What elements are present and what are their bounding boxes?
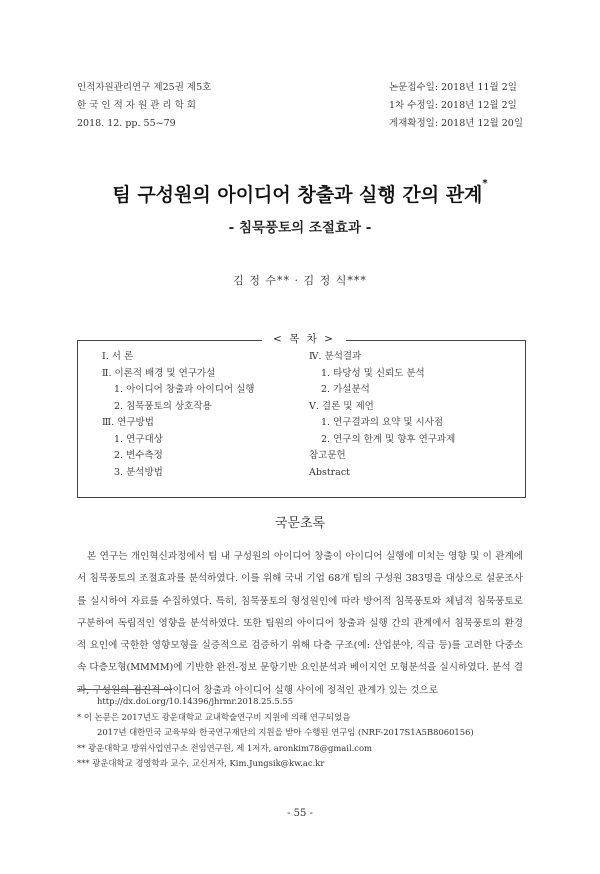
revised-date: 1차 수정일: 2018년 12월 2일	[388, 100, 517, 111]
toc-item: 2. 가설분석	[321, 384, 370, 395]
abstract-paragraph: 본 연구는 개인혁신과정에서 팀 내 구성원의 아이디어 창출이 아이디어 실행에 미치는 영향 및 이 관계에서 침묵풍토의 조절효과를 분석하였다. 이를 위해 국내 기업 68개 팀의 구성원 383명을 대상으로 설문조사를 실시하여 자료를 수집하였다. 특히, 침묵풍토의 형성원인에 따라 방어적 침묵풍토와 체념적 침묵풍토로 구분하여 독립적인 영향을 분석하였다. 또한 팀원의 아이디어 창출과 실행 간의 관계에서 침묵풍토의 환경적 요인에 국한한 영향모형을 실증적으로 검증하기 위해 다층 구조(예: 산업분야, 직급 등)를 고려한 다중소속 다층모형(MMMM)에 기반한 완전-정보 문항기반 요인분석과 베이지언 모형분석을 실시하였다. 분석 결과, 구성원의 점진적 아이디어 창출과 아이디어 실행 사이에 정적인 관계가 있는 것으로	[77, 551, 523, 696]
toc-item: Ⅴ. 결론 및 제언	[309, 400, 374, 412]
review-dates	[389, 79, 523, 133]
journal-info	[77, 79, 211, 133]
title-text: 팀 구성원의 아이디어 창출과 실행 간의 관계	[112, 184, 483, 206]
toc-left-column	[102, 349, 254, 481]
toc-item: 2. 연구의 한계 및 향후 연구과제	[321, 433, 456, 445]
paper-subtitle: - 침묵풍토의 조절효과 -	[228, 220, 372, 236]
toc-item: Ⅳ. 분석결과	[309, 351, 362, 362]
table-of-contents	[77, 340, 526, 498]
toc-item: 1. 아이디어 창출과 아이디어 실행	[114, 384, 255, 395]
toc-item: 1. 연구결과의 요약 및 시사점	[321, 417, 444, 428]
paper-title	[0, 180, 600, 207]
journal-issue: 2018. 12. pp. 55~79	[77, 118, 176, 129]
abstract-body	[77, 546, 523, 702]
doi-link[interactable]: http://dx.doi.org/10.14396/jhrmr.2018.25.5.55	[97, 696, 294, 706]
footnote-divider	[77, 689, 172, 690]
abstract-heading: 국문초록	[274, 516, 326, 531]
footnote-first-author: ** 광운대학교 방위사업연구소 전임연구원, 제 1저자, aronkim78@gmail.com	[77, 742, 372, 753]
toc-item: 1. 타당성 및 신뢰도 분석	[321, 367, 425, 379]
toc-item: 2. 침묵풍토의 상호작용	[114, 400, 212, 412]
toc-right-column	[309, 349, 455, 481]
toc-header: < 목 차 >	[262, 331, 346, 346]
journal-name: 인적자원관리연구 제25권 제5호	[77, 82, 212, 93]
page-number: - 55 -	[287, 808, 313, 819]
toc-item: 참고문헌	[309, 450, 346, 461]
toc-item: Ⅱ. 이론적 배경 및 연구가설	[102, 367, 216, 379]
toc-item: Ⅲ. 연구방법	[102, 417, 154, 428]
toc-item: Ⅰ. 서 론	[102, 351, 134, 362]
footnote-corresponding-author: *** 광운대학교 경영학과 교수, 교신저자, Kim.Jungsik@kw.ac.kr	[77, 758, 325, 769]
toc-item: 1. 연구대상	[114, 433, 163, 445]
journal-society: 한 국 인 적 자 원 관 리 학 회	[77, 100, 196, 111]
toc-item: 3. 분석방법	[114, 466, 163, 478]
footnotes	[77, 694, 474, 772]
toc-item: 2. 변수측정	[114, 450, 163, 461]
authors: 김 정 수** · 김 정 식***	[233, 274, 367, 287]
toc-item: Abstract	[309, 466, 350, 478]
accepted-date: 게재확정일: 2018년 12월 20일	[388, 118, 523, 129]
received-date: 논문접수일: 2018년 11월 2일	[388, 82, 517, 93]
footnote-funding: * 이 논문은 2017년도 광운대학교 교내학술연구비 지원에 의해 연구되었음	[77, 711, 351, 722]
footnote-funding-nrf: 2017년 대한민국 교육부와 한국연구재단의 지원을 받아 수행된 연구임 (NRF-2017S1A5B8060156)	[97, 727, 474, 738]
title-footnote-mark: *	[482, 178, 488, 189]
